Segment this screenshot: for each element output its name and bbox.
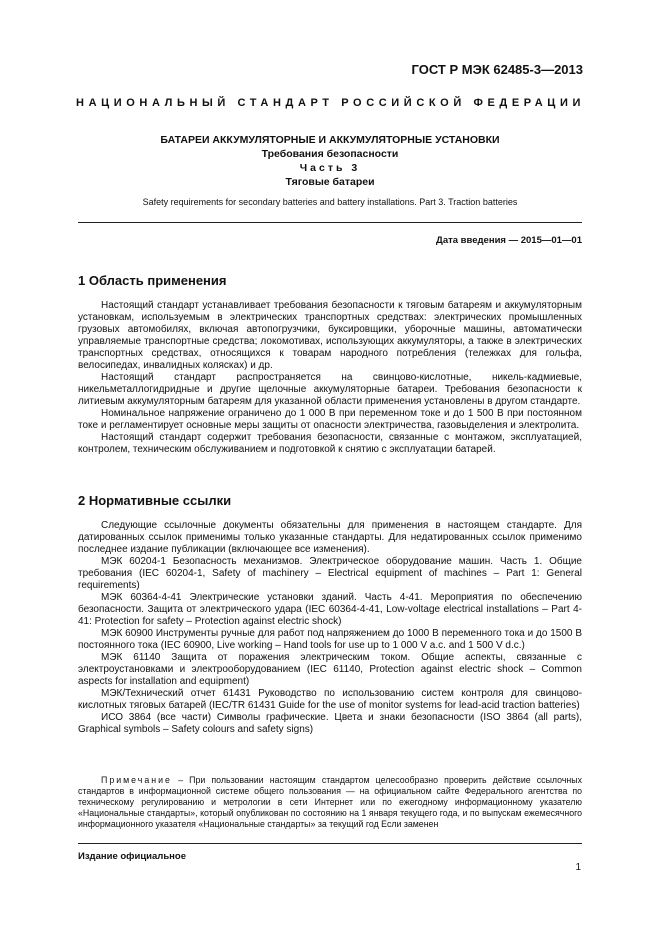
reference-item: МЭК 60364-4-41 Электрические установки зданий. Часть 4-41. Мероприятия по обеспечению безопасности. Защита от электрического удара (IEC 60364-4-41, Low-voltage electrical installations – Part 4-41: Protection for safety – Protection against electric shock) <box>78 592 582 627</box>
note-label: Примечание <box>101 775 172 785</box>
reference-item: МЭК 61140 Защита от поражения электрическим током. Общие аспекты, связанные с электроустановками и электрооборудованием (IEC 61140, Protection against electric shock – Common aspects for installation and equipment) <box>78 652 582 687</box>
paragraph: Настоящий стандарт распространяется на свинцово-кислотные, никель-кадмиевые, никельметаллогидридные и другие щелочные аккумуляторные батареи. Требования безопасности к литиевым аккумуляторным батареям для указанной области применения установлены в другом стандарте. <box>78 372 582 407</box>
section-2-body <box>78 520 582 736</box>
reference-item: МЭК 60204-1 Безопасность механизмов. Электрическое оборудование машин. Часть 1. Общие требования (IEC 60204-1, Safety of machinery – Electrical equipment of machines – Part 1: General requirements) <box>78 556 582 591</box>
section-1-body <box>78 300 582 456</box>
note <box>78 775 582 830</box>
edition-label: Издание официальное <box>78 851 186 862</box>
paragraph: Настоящий стандарт содержит требования безопасности, связанные с монтажом, эксплуатацией, контролем, техническим обслуживанием и подготовкой к снятию с эксплуатации батарей. <box>78 432 582 455</box>
title-line-2: Требования безопасности <box>261 148 399 160</box>
paragraph: Номинальное напряжение ограничено до 1 000 В при переменном токе и до 1 500 В при постоянном токе и регламентирует основные меры защиты от опасности электричества, газовыделения и электролита. <box>78 408 582 431</box>
section-2-heading: 2 Нормативные ссылки <box>78 493 232 508</box>
title-part: Часть 3 <box>299 162 361 174</box>
reference-item: МЭК 60900 Инструменты ручные для работ под напряжением до 1000 В переменного тока и до 1500 В постоянного тока (IEC 60900, Live working – Hand tools for use up to 1 000 V a.c. and 1 500 V d.c.) <box>78 628 582 651</box>
page-number: 1 <box>575 862 581 873</box>
note-text: – При пользовании настоящим стандартом целесообразно проверить действие ссылочных стандартов в информационной системе общего пользования — на официальном сайте Федерального агентства по техническому регулированию и метрологии в сети Интернет или по ежегодному информационному указателю «Национальные стандарты», который опубликован по состоянию на 1 января текущего года, и по выпускам ежемесячного информационного указателя «Национальные стандарты» за текущий год Если заменен <box>78 775 582 829</box>
title-line-4: Тяговые батареи <box>285 176 375 188</box>
document-title <box>60 133 600 189</box>
section-1-heading: 1 Область применения <box>78 273 227 288</box>
paragraph: Настоящий стандарт устанавливает требования безопасности к тяговым батареям и аккумуляторным установкам, используемым в электрических транспортных средствах: электрических промышленных грузовых автомобилях, включая автопогрузчики, буксировщики, уборочные машины, автоматически управляемые транспортные средства; локомотивах, использующих аккумуляторы, а также в электрических транспортных средствах, относящихся к товарам народного потребления (тележках для гольфа, велосипедах, инвалидных колясках) и др. <box>78 300 582 371</box>
divider <box>78 222 582 223</box>
reference-item: МЭК/Технический отчет 61431 Руководство по использованию систем контроля для свинцово-кислотных тяговых батарей (IEC/TR 61431 Guide for the use of monitor systems for lead-acid traction batteries) <box>78 688 582 711</box>
standard-code: ГОСТ Р МЭК 62485-3—2013 <box>411 62 583 77</box>
paragraph: Следующие ссылочные документы обязательны для применения в настоящем стандарте. Для датированных ссылок применимы только указанные стандарты. Для недатированных ссылок применимо последнее издание публикации (включающее все изменения). <box>78 520 582 555</box>
reference-item: ИСО 3864 (все части) Символы графические. Цвета и знаки безопасности (ISO 3864 (all parts), Graphical symbols – Safety colours and safety signs) <box>78 712 582 735</box>
introduction-date: Дата введения — 2015—01—01 <box>436 235 582 246</box>
footer-divider <box>78 843 582 844</box>
title-line-1: БАТАРЕИ АККУМУЛЯТОРНЫЕ И АККУМУЛЯТОРНЫЕ УСТАНОВКИ <box>160 134 500 146</box>
english-title: Safety requirements for secondary batteries and battery installations. Part 3. Traction batteries <box>142 197 518 207</box>
national-standard-heading: НАЦИОНАЛЬНЫЙ СТАНДАРТ РОССИЙСКОЙ ФЕДЕРАЦИИ <box>76 97 585 109</box>
